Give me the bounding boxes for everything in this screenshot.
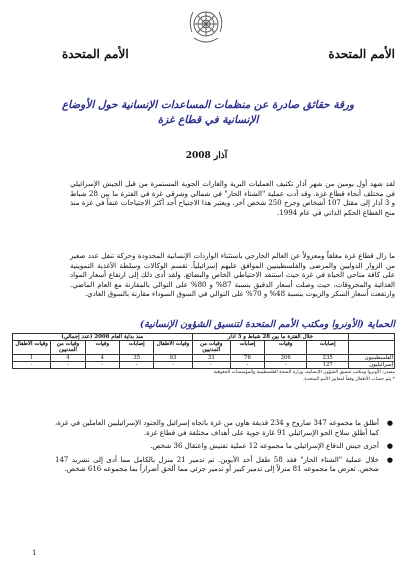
list-item-text: خلال عملية "الشتاء الحار" فقد 58 طفل أحد الأبوين. تم تدمير 21 منزل بالكامل مما أدى إلى تشريد 147 شخص. تعرض ما مجموعه 81 منزلاً إلى تدمير كبير أو تدمير جزئي مما ألحق أضراراً بما مجموعه 616 شخص. xyxy=(55,455,380,473)
table-cell: - xyxy=(192,361,230,368)
table-footnote: * يتم حساب الأطفال وفقاً لمعايير الأمم المتحدة. xyxy=(303,376,395,382)
bullet-icon: ● xyxy=(386,442,393,450)
table-cell: 76 xyxy=(230,354,264,361)
table-footnote: مصدر: الأونروا ومكتب تنسيق الشؤون الإنسانية، وزارة الصحة الفلسطينية والمؤسسات الحقوقية. xyxy=(212,370,395,376)
table-cell: 93 xyxy=(154,354,192,361)
list-item xyxy=(55,442,395,452)
table-cell: - xyxy=(230,361,264,368)
table-column-header: وفيات xyxy=(85,341,119,354)
section-heading: الحماية (الأونروا ومكتب الأمم المتحدة لتنسيق الشؤون الإنسانية) xyxy=(139,319,395,330)
un-emblem-icon xyxy=(184,4,228,48)
table-cell: 127 xyxy=(307,361,349,368)
table-cell: 33 xyxy=(192,354,230,361)
table-group-header: خلال الفترة ما بين 28 شباط و 3 آذار xyxy=(192,334,349,341)
table-column-header: وفيات من المدنيين xyxy=(51,341,85,354)
bullet-icon: ● xyxy=(386,419,393,427)
table-cell: 4 xyxy=(51,354,85,361)
table-row xyxy=(13,361,395,368)
list-item xyxy=(55,456,395,475)
table-group-header-row xyxy=(13,334,395,341)
table-cell: 235 xyxy=(307,354,349,361)
casualties-table-block xyxy=(12,333,395,382)
table-column-header-row xyxy=(13,341,395,354)
table-row-label: إسرائيليون xyxy=(349,361,395,368)
table-cell: 35 xyxy=(120,354,154,361)
document-title: ورقة حقائق صادرة عن منظمات المساعدات الإنسانية حول الأوضاع الإنسانية في قطاع غزة xyxy=(61,99,355,126)
intro-paragraph: لقد شهد أول يومين من شهر آذار تكثيف العمليات البرية والغارات الجوية المستمرة من قبل الجيش الإسرائيلي في مختلف أنحاء قطاع غزة. وقد أدت عملية "الشتاء الحار" في شمالي وشرقي غزة في الفترة ما بين 28 شباط و 3 آذار إلى مقتل 107 أشخاص وجرح 250 شخص آخر. ويعتبر هذا الاجتياح أحد أكثر الاجتياحات عنفاً في غزة منذ منح القطاع الحكم الذاتي في عام 1994. xyxy=(70,180,395,217)
org-name-left: الأمم المتحدة xyxy=(62,47,129,61)
table-cell: 306 xyxy=(265,354,307,361)
table-row xyxy=(13,354,395,361)
table-cell: 4 xyxy=(85,354,119,361)
bullet-icon: ● xyxy=(386,455,393,464)
table-column-header: إصابات xyxy=(120,341,154,354)
table-column-header: إصابات xyxy=(230,341,264,354)
table-group-header: منذ بداية العام 2008 (عدد إجمالي) xyxy=(13,334,193,341)
table-column-header: وفيات الأطفال xyxy=(13,341,51,354)
table-column-header: وفيات xyxy=(265,341,307,354)
table-cell: - xyxy=(85,361,119,368)
table-corner-cell xyxy=(349,341,395,354)
table-cell: - xyxy=(120,361,154,368)
table-cell: 1 xyxy=(13,354,51,361)
table-cell: - xyxy=(13,361,51,368)
list-item-text: أجرى جيش الدفاع الإسرائيلي ما مجموعه 12 عملية تفتيش واعتقال 36 شخص. xyxy=(150,442,379,450)
list-item xyxy=(55,419,395,438)
casualties-table xyxy=(12,333,395,369)
org-name-right: الأمم المتحدة xyxy=(328,47,395,61)
page-number: 1 xyxy=(32,549,37,557)
document-date: آذار 2008 xyxy=(185,151,228,161)
list-item-text: أطلق ما مجموعه 347 صاروخ و 234 قذيفة هاون من غزة باتجاه إسرائيل والجنود الإسرائيليين العاملين في غزة، كما أطلق سلاح الجو الإسرائيلي 91 غارة جوية على أهداف مختلفة في قطاع غزة. xyxy=(55,419,379,437)
table-corner-cell xyxy=(349,334,395,341)
bullet-list xyxy=(55,419,395,479)
table-row-label: الفلسطينيون xyxy=(349,354,395,361)
table-cell: - xyxy=(154,361,192,368)
table-column-header: إصابات xyxy=(307,341,349,354)
closure-paragraph: ما زال قطاع غزة مغلقاً ومعزولاً عن العالم الخارجي باستثناء الواردات الإنسانية المحدودة وحركة تنقل عدد صغير من الزوار الدوليين والمرضى والفلسطينيين الموافق عليهم إسرائيلياً. تقسم الوكالات وسلطة الأغذية التموينية على كافة مناحي الحياة في غزة حيث استنفد الاحتياطي الخاص والبضائع. ولقد أدى ذلك إلى ارتفاع أسعار المواد الغذائية والمحروقات، حيث وصلت أسعار الدقيق بنسبة 87% و 80% على التوالي بالمقارنة مع العام الماضي. وارتفعت أسعار السكر والزيوت بنسبة 48% و 70% على التوالي في السوق السوداء مقارنة بالسوق العادي. xyxy=(70,252,395,298)
table-cell: - xyxy=(265,361,307,368)
table-column-header: وفيات الأطفال xyxy=(154,341,192,354)
table-column-header: وفيات من المدنيين xyxy=(192,341,230,354)
table-cell: - xyxy=(51,361,85,368)
